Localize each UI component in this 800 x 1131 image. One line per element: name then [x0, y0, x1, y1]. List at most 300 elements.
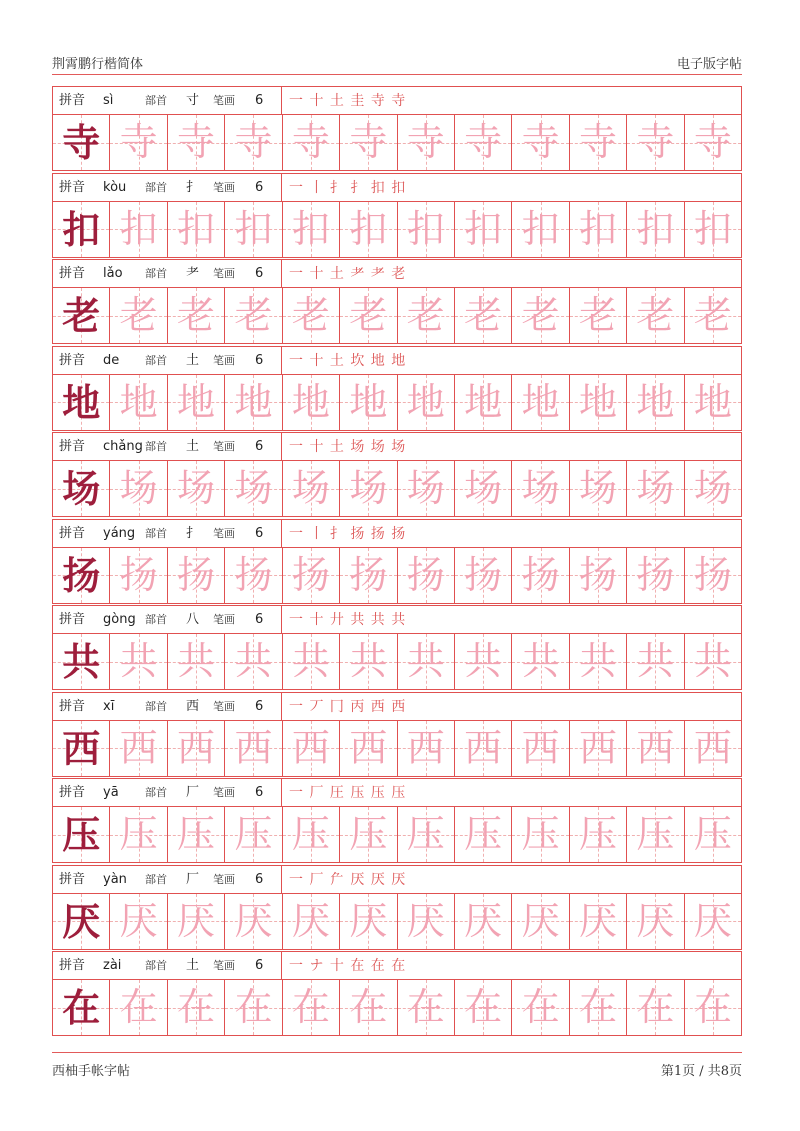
trace-char: 地 [119, 379, 158, 424]
model-char: 厌 [62, 898, 101, 944]
trace-char-cell [455, 375, 512, 430]
trace-char: 场 [119, 466, 158, 510]
char-block [52, 173, 742, 260]
trace-char: 共 [234, 639, 273, 683]
char-info [53, 87, 281, 114]
trace-char-cell [685, 721, 742, 776]
trace-char: 寺 [234, 120, 273, 164]
strokes-label: 笔画 [213, 440, 235, 453]
trace-char: 西 [119, 725, 158, 770]
model-char-cell [53, 721, 110, 776]
pinyin-value: yáng [103, 525, 136, 541]
trace-char: 西 [406, 725, 445, 770]
practice-grid-row [52, 287, 742, 344]
trace-char-cell [225, 548, 282, 603]
trace-char-cell [225, 894, 282, 949]
radical-value: 扌 [186, 525, 200, 541]
pinyin-value: zài [103, 958, 122, 973]
trace-char-cell [627, 807, 684, 862]
trace-char: 厌 [177, 898, 216, 943]
model-char: 压 [62, 812, 101, 857]
trace-char: 寺 [464, 120, 503, 164]
trace-char-cell [168, 461, 225, 516]
trace-char-cell [627, 980, 684, 1035]
trace-char-cell [455, 807, 512, 862]
info-divider [281, 260, 282, 287]
radical-label: 部首 [145, 872, 167, 886]
radical-label: 部首 [145, 180, 167, 194]
trace-char: 扬 [521, 552, 560, 597]
trace-char: 扣 [579, 206, 618, 251]
trace-char-cell [283, 115, 340, 170]
practice-grid-row [52, 114, 742, 171]
radical-value: 厂 [186, 785, 200, 800]
info-divider [281, 866, 282, 893]
radical-value: 土 [186, 958, 200, 973]
trace-char: 场 [234, 466, 273, 510]
model-char-cell [53, 288, 110, 343]
model-char: 西 [62, 725, 101, 771]
practice-grid-row [52, 201, 742, 258]
trace-char-cell [168, 980, 225, 1035]
trace-char: 寺 [177, 120, 216, 164]
trace-char: 共 [406, 639, 445, 683]
trace-char: 场 [406, 466, 445, 510]
trace-char: 寺 [579, 120, 618, 164]
strokes-label: 笔画 [213, 613, 235, 626]
trace-char: 场 [464, 466, 503, 510]
pinyin-label: 拼音 [59, 93, 86, 108]
font-name: 荆霄鹏行楷简体 [52, 57, 144, 72]
trace-char: 西 [579, 725, 618, 770]
radical-value: 西 [186, 698, 200, 714]
pinyin-value: de [103, 352, 120, 368]
trace-char-cell [340, 202, 397, 257]
trace-char-cell [340, 807, 397, 862]
trace-char: 扬 [579, 552, 618, 597]
trace-char-cell [225, 375, 282, 430]
pinyin-value: chǎng [103, 439, 143, 454]
pinyin-value: yā [103, 785, 119, 800]
radical-label: 部首 [145, 94, 167, 107]
trace-char-cell [225, 807, 282, 862]
char-info [53, 779, 281, 806]
trace-char: 扣 [636, 206, 675, 251]
trace-char-cell [512, 894, 569, 949]
trace-char: 老 [579, 293, 618, 337]
trace-char: 老 [521, 293, 560, 337]
trace-char: 厌 [291, 898, 330, 943]
trace-char: 压 [119, 812, 158, 856]
trace-char: 在 [464, 985, 503, 1029]
trace-char: 西 [349, 725, 388, 770]
trace-char: 场 [177, 466, 216, 510]
strokes-label: 笔画 [213, 699, 235, 713]
trace-char: 地 [406, 379, 445, 424]
trace-char-cell [398, 980, 455, 1035]
trace-char-cell [570, 634, 627, 689]
char-block [52, 432, 742, 519]
trace-char: 共 [636, 639, 675, 683]
model-char-cell [53, 548, 110, 603]
trace-char: 西 [521, 725, 560, 770]
practice-sheet [52, 86, 742, 1038]
info-row [52, 519, 742, 547]
trace-char: 压 [521, 812, 560, 856]
strokes-label: 笔画 [213, 786, 235, 799]
trace-char-cell [685, 548, 742, 603]
trace-char: 扣 [349, 206, 388, 251]
trace-char-cell [398, 288, 455, 343]
info-divider [281, 87, 282, 114]
trace-char: 老 [234, 293, 273, 337]
trace-char: 扣 [291, 206, 330, 251]
pinyin-label: 拼音 [59, 612, 86, 627]
strokes-value: 6 [255, 958, 264, 973]
char-block [52, 778, 742, 865]
trace-char-cell [398, 721, 455, 776]
trace-char-cell [398, 634, 455, 689]
trace-char: 共 [579, 639, 618, 683]
trace-char: 老 [693, 293, 732, 337]
pinyin-value: kòu [103, 179, 127, 195]
trace-char: 压 [291, 812, 330, 856]
trace-char-cell [225, 634, 282, 689]
trace-char: 在 [406, 985, 445, 1029]
strokes-label: 笔画 [213, 959, 235, 972]
char-info [53, 174, 281, 201]
trace-char-cell [512, 634, 569, 689]
trace-char: 老 [119, 293, 158, 337]
trace-char: 共 [693, 639, 732, 683]
trace-char: 扣 [521, 206, 560, 251]
trace-char-cell [685, 634, 742, 689]
trace-char-cell [398, 807, 455, 862]
trace-char: 寺 [636, 120, 675, 164]
char-block [52, 692, 742, 779]
trace-char: 扬 [119, 552, 158, 597]
trace-char-cell [225, 461, 282, 516]
trace-char-cell [340, 288, 397, 343]
model-char-cell [53, 980, 110, 1035]
radical-label: 部首 [145, 526, 167, 540]
info-divider [281, 174, 282, 201]
radical-value: 土 [186, 439, 200, 454]
trace-char-cell [570, 807, 627, 862]
trace-char: 扬 [406, 552, 445, 597]
trace-char: 场 [521, 466, 560, 510]
trace-char-cell [398, 375, 455, 430]
char-block [52, 259, 742, 346]
radical-value: 寸 [186, 93, 200, 108]
trace-char-cell [225, 115, 282, 170]
char-info [53, 433, 281, 460]
trace-char: 老 [291, 293, 330, 337]
char-info [53, 606, 281, 633]
trace-char: 厌 [693, 898, 732, 943]
trace-char-cell [110, 548, 167, 603]
info-row [52, 173, 742, 201]
trace-char-cell [570, 202, 627, 257]
trace-char: 场 [579, 466, 618, 510]
trace-char: 老 [464, 293, 503, 337]
pinyin-label: 拼音 [59, 525, 86, 541]
char-block [52, 605, 742, 692]
practice-grid-row [52, 374, 742, 431]
trace-char: 寺 [291, 120, 330, 164]
trace-char-cell [168, 288, 225, 343]
stroke-sequence: 一 丨 扌 扬 扬 扬 [289, 525, 407, 542]
char-block [52, 86, 742, 173]
trace-char: 扣 [693, 206, 732, 251]
page-header [52, 50, 742, 74]
trace-char-cell [512, 115, 569, 170]
trace-char-cell [627, 375, 684, 430]
info-row [52, 778, 742, 806]
pinyin-label: 拼音 [59, 266, 86, 281]
strokes-label: 笔画 [213, 94, 235, 107]
trace-char: 厌 [579, 898, 618, 943]
practice-grid-row [52, 806, 742, 863]
info-row [52, 865, 742, 893]
trace-char-cell [398, 461, 455, 516]
page-info: 第1页 / 共8页 [660, 1064, 742, 1079]
char-block [52, 346, 742, 433]
model-char: 地 [62, 379, 101, 425]
trace-char-cell [168, 115, 225, 170]
strokes-value: 6 [255, 612, 264, 627]
trace-char-cell [398, 115, 455, 170]
char-block [52, 519, 742, 606]
model-char-cell [53, 115, 110, 170]
trace-char-cell [168, 375, 225, 430]
trace-char-cell [110, 461, 167, 516]
trace-char: 厌 [464, 898, 503, 943]
stroke-sequence: 一 丨 扌 扌 扣 扣 [289, 179, 407, 196]
trace-char-cell [340, 115, 397, 170]
strokes-label: 笔画 [213, 872, 235, 886]
trace-char: 共 [464, 639, 503, 683]
brand: 西柚手帐字帖 [52, 1064, 131, 1079]
model-char-cell [53, 461, 110, 516]
trace-char: 西 [291, 725, 330, 770]
trace-char-cell [283, 461, 340, 516]
trace-char: 地 [464, 379, 503, 424]
model-char-cell [53, 634, 110, 689]
trace-char-cell [512, 375, 569, 430]
trace-char: 老 [636, 293, 675, 337]
trace-char: 地 [291, 379, 330, 424]
trace-char-cell [168, 548, 225, 603]
trace-char-cell [685, 807, 742, 862]
trace-char: 共 [177, 639, 216, 683]
trace-char: 压 [234, 812, 273, 856]
trace-char-cell [512, 807, 569, 862]
trace-char: 压 [693, 812, 732, 856]
stroke-sequence: 一 ナ 十 在 在 在 [289, 958, 407, 974]
trace-char: 在 [693, 985, 732, 1029]
stroke-sequence: 一 十 土 场 场 场 [289, 439, 407, 455]
trace-char-cell [340, 375, 397, 430]
trace-char: 共 [119, 639, 158, 683]
radical-value: 耂 [186, 266, 200, 281]
pinyin-label: 拼音 [59, 871, 86, 887]
trace-char: 扣 [406, 206, 445, 251]
trace-char-cell [512, 721, 569, 776]
trace-char-cell [398, 548, 455, 603]
trace-char: 在 [291, 985, 330, 1029]
trace-char: 在 [177, 985, 216, 1029]
trace-char: 扣 [464, 206, 503, 251]
trace-char-cell [570, 894, 627, 949]
trace-char-cell [455, 115, 512, 170]
pinyin-value: yàn [103, 871, 127, 887]
info-row [52, 951, 742, 979]
trace-char-cell [398, 894, 455, 949]
trace-char: 地 [349, 379, 388, 424]
radical-label: 部首 [145, 959, 167, 972]
radical-label: 部首 [145, 786, 167, 799]
trace-char-cell [685, 202, 742, 257]
trace-char: 地 [234, 379, 273, 424]
trace-char: 地 [177, 379, 216, 424]
trace-char-cell [455, 288, 512, 343]
trace-char-cell [627, 634, 684, 689]
model-char-cell [53, 807, 110, 862]
trace-char: 厌 [349, 898, 388, 943]
model-char: 共 [62, 639, 101, 684]
pinyin-label: 拼音 [59, 785, 86, 800]
trace-char-cell [340, 461, 397, 516]
trace-char-cell [685, 115, 742, 170]
trace-char: 共 [291, 639, 330, 683]
trace-char: 扬 [291, 552, 330, 597]
model-char: 寺 [62, 120, 101, 165]
trace-char-cell [283, 807, 340, 862]
pinyin-value: gòng [103, 612, 136, 627]
trace-char: 压 [177, 812, 216, 856]
info-divider [281, 347, 282, 374]
trace-char: 扬 [693, 552, 732, 597]
info-row [52, 692, 742, 720]
pinyin-value: lǎo [103, 266, 123, 281]
trace-char: 扬 [177, 552, 216, 597]
pinyin-value: xī [103, 698, 115, 714]
pinyin-label: 拼音 [59, 698, 86, 714]
trace-char-cell [283, 548, 340, 603]
model-char-cell [53, 375, 110, 430]
trace-char-cell [685, 894, 742, 949]
char-info [53, 952, 281, 979]
strokes-value: 6 [255, 698, 264, 714]
trace-char: 扣 [119, 206, 158, 251]
trace-char-cell [512, 461, 569, 516]
trace-char: 扬 [349, 552, 388, 597]
trace-char-cell [627, 202, 684, 257]
trace-char-cell [570, 721, 627, 776]
trace-char: 场 [291, 466, 330, 510]
pinyin-label: 拼音 [59, 958, 86, 973]
trace-char-cell [685, 980, 742, 1035]
practice-grid-row [52, 720, 742, 777]
info-row [52, 605, 742, 633]
trace-char-cell [398, 202, 455, 257]
trace-char: 寺 [406, 120, 445, 164]
trace-char: 地 [636, 379, 675, 424]
radical-value: 厂 [186, 871, 200, 887]
practice-grid-row [52, 547, 742, 604]
trace-char-cell [455, 980, 512, 1035]
bottom-rule [52, 1052, 742, 1053]
trace-char: 在 [521, 985, 560, 1029]
trace-char-cell [340, 980, 397, 1035]
practice-grid-row [52, 893, 742, 950]
stroke-sequence: 一 丆 冂 丙 西 西 [289, 698, 407, 715]
strokes-value: 6 [255, 179, 264, 195]
trace-char-cell [283, 721, 340, 776]
radical-label: 部首 [145, 440, 167, 453]
trace-char-cell [570, 461, 627, 516]
trace-char-cell [455, 548, 512, 603]
trace-char: 西 [234, 725, 273, 770]
trace-char-cell [570, 288, 627, 343]
trace-char-cell [110, 980, 167, 1035]
strokes-value: 6 [255, 93, 264, 108]
trace-char-cell [455, 894, 512, 949]
trace-char: 在 [119, 985, 158, 1029]
trace-char-cell [455, 461, 512, 516]
trace-char: 扣 [177, 206, 216, 251]
trace-char-cell [570, 115, 627, 170]
trace-char-cell [225, 288, 282, 343]
trace-char-cell [512, 548, 569, 603]
pinyin-label: 拼音 [59, 179, 86, 195]
info-divider [281, 520, 282, 547]
model-char: 在 [62, 985, 101, 1030]
trace-char: 寺 [521, 120, 560, 164]
trace-char: 在 [234, 985, 273, 1029]
trace-char: 西 [693, 725, 732, 770]
info-row [52, 259, 742, 287]
trace-char: 厌 [406, 898, 445, 943]
trace-char-cell [225, 721, 282, 776]
trace-char: 压 [349, 812, 388, 856]
trace-char-cell [110, 115, 167, 170]
trace-char-cell [340, 548, 397, 603]
trace-char-cell [455, 202, 512, 257]
trace-char-cell [627, 548, 684, 603]
trace-char: 地 [693, 379, 732, 424]
trace-char-cell [283, 634, 340, 689]
trace-char-cell [110, 894, 167, 949]
radical-label: 部首 [145, 353, 167, 367]
trace-char: 西 [636, 725, 675, 770]
trace-char-cell [512, 202, 569, 257]
stroke-sequence: 一 厂 圧 压 压 压 [289, 785, 407, 801]
trace-char: 老 [349, 293, 388, 337]
trace-char: 老 [406, 293, 445, 337]
trace-char-cell [168, 634, 225, 689]
info-row [52, 432, 742, 460]
practice-grid-row [52, 460, 742, 517]
practice-grid-row [52, 633, 742, 690]
trace-char-cell [168, 202, 225, 257]
trace-char: 地 [521, 379, 560, 424]
trace-char-cell [283, 980, 340, 1035]
strokes-value: 6 [255, 266, 264, 281]
trace-char-cell [283, 894, 340, 949]
trace-char-cell [225, 980, 282, 1035]
